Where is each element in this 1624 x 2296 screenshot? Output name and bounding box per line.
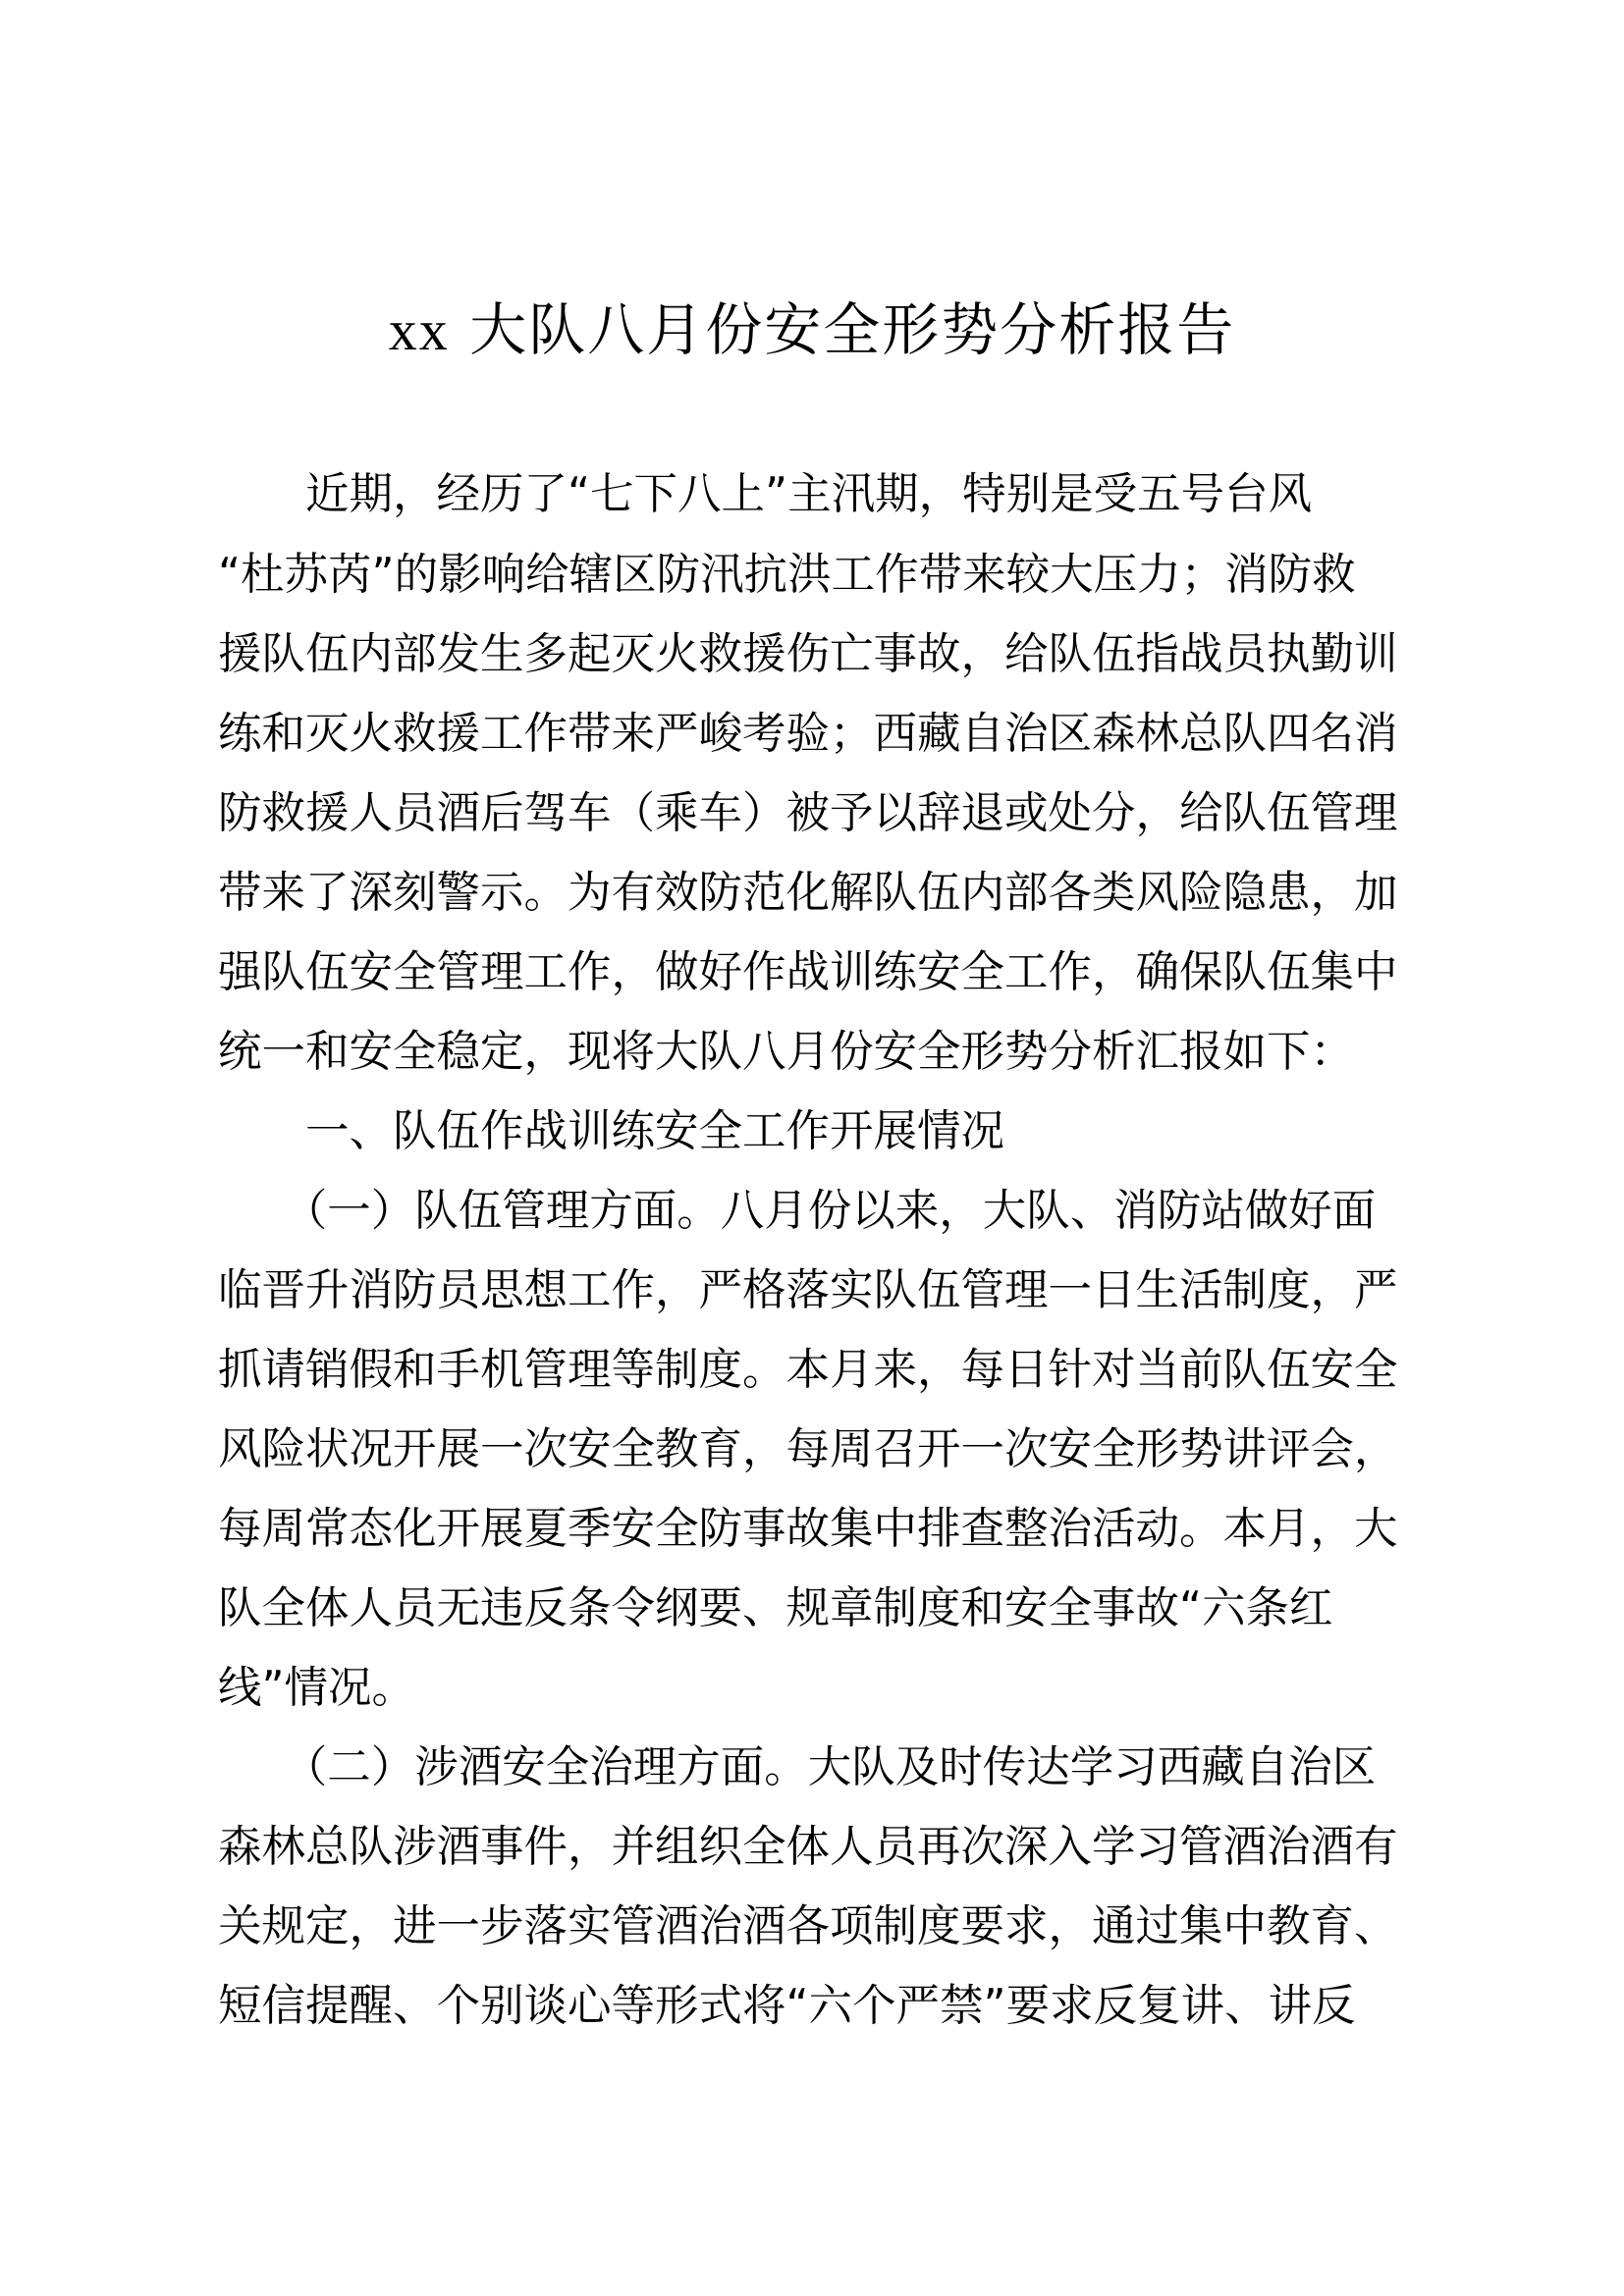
body-line: 带来了深刻警示。为有效防范化解队伍内部各类风险隐患，加 [218,868,1398,918]
document-title [0,291,1624,370]
body-line: 练和灭火救援工作带来严峻考验；西藏自治区森林总队四名消 [218,709,1398,759]
body-line: 队全体人员无违反条令纲要、规章制度和安全事故“六条红 [218,1583,1333,1633]
body-line: 抓请销假和手机管理等制度。本月来，每日针对当前队伍安全 [218,1345,1398,1395]
section-heading: 一、队伍作战训练安全工作开展情况 [218,1106,1005,1156]
body-line: 关规定，进一步落实管酒治酒各项制度要求，通过集中教育、 [218,1901,1398,1951]
body-line: 每周常态化开展夏季安全防事故集中排查整治活动。本月，大 [218,1504,1398,1554]
body-line: 近期，经历了“七下八上”主汛期，特别是受五号台风 [218,469,1313,519]
body-line: 防救援人员酒后驾车（乘车）被予以辞退或处分，给队伍管理 [218,788,1398,838]
body-line: 风险状况开展一次安全教育，每周召开一次安全形势讲评会， [218,1424,1398,1474]
body-line: 临晋升消防员思想工作，严格落实队伍管理一日生活制度，严 [218,1265,1398,1315]
title-main: 大队八月份安全形势分析报告 [449,296,1236,363]
body-line: （二）涉酒安全治理方面。大队及时传达学习西藏自治区 [218,1742,1377,1792]
title-prefix: xx [388,298,450,362]
body-line: 统一和安全稳定，现将大队八月份安全形势分析汇报如下： [218,1027,1355,1077]
body-line: 线”情况。 [218,1663,416,1713]
body-line: 森林总队涉酒事件，并组织全体人员再次深入学习管酒治酒有 [218,1822,1398,1872]
body-line: “杜苏芮”的影响给辖区防汛抗洪工作带来较大压力；消防救 [218,550,1356,600]
body-line: 短信提醒、个别谈心等形式将“六个严禁”要求反复讲、讲反 [218,1981,1356,2031]
body-line: 援队伍内部发生多起灭火救援伤亡事故，给队伍指战员执勤训 [218,629,1398,679]
body-line: （一）队伍管理方面。八月份以来，大队、消防站做好面 [218,1186,1377,1236]
body-line: 强队伍安全管理工作，做好作战训练安全工作，确保队伍集中 [218,947,1398,997]
